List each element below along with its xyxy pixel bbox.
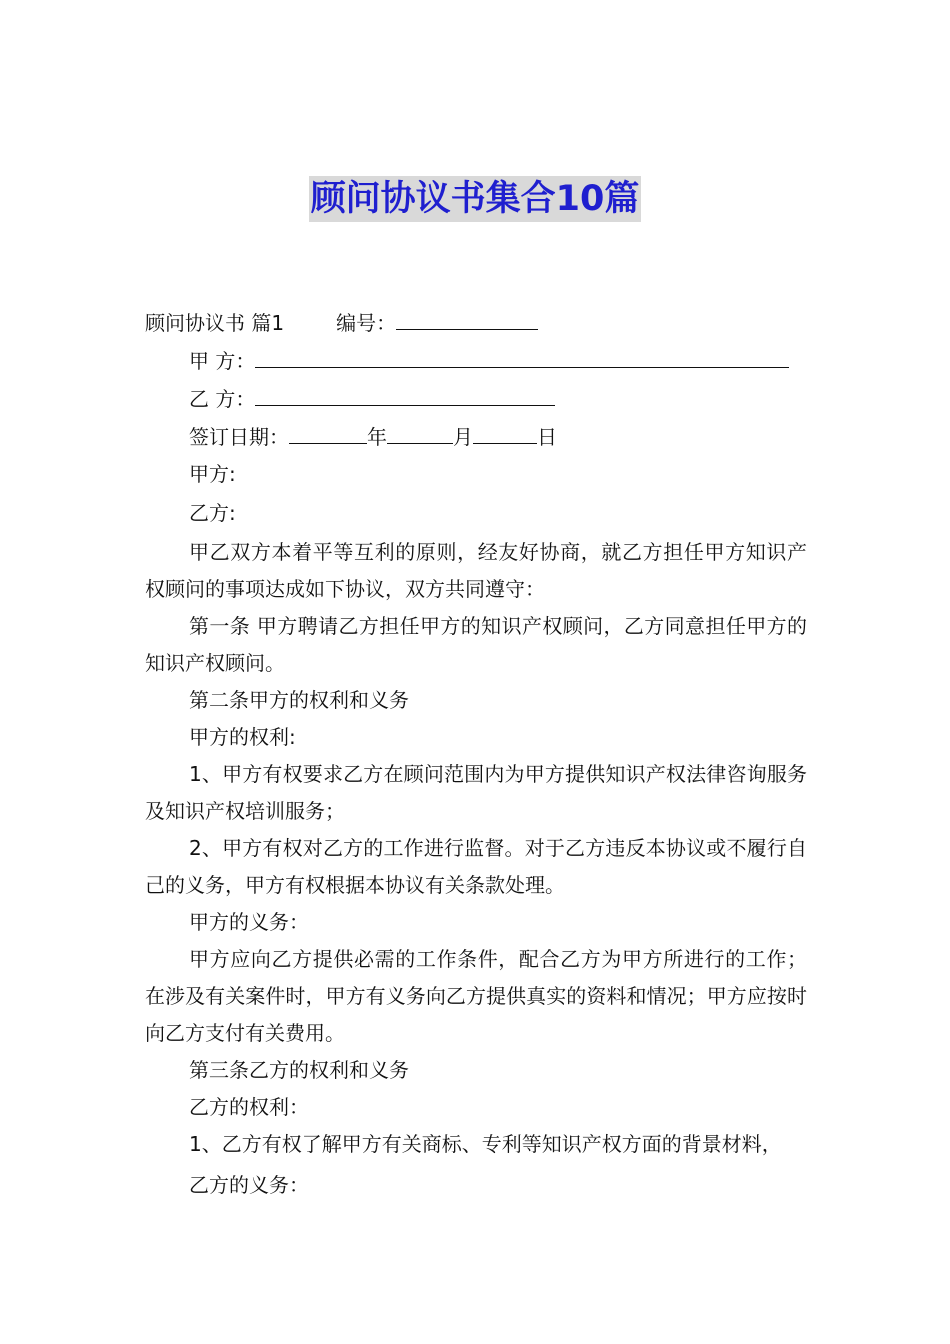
party-a-field-label: 甲 方： bbox=[189, 349, 256, 373]
header-line bbox=[145, 304, 807, 342]
party-b-line: 乙方: bbox=[189, 501, 236, 525]
year-blank bbox=[289, 429, 367, 444]
party-b-field-row bbox=[145, 380, 807, 418]
section-heading: 第二条甲方的权利和义务 bbox=[189, 688, 409, 712]
party-a-blank bbox=[255, 353, 789, 368]
party-b-field-label: 乙 方： bbox=[189, 387, 256, 411]
month-label: 月 bbox=[453, 425, 473, 449]
party-b-blank bbox=[255, 391, 555, 406]
document-title: 顾问协议书集合10篇 bbox=[309, 176, 642, 222]
subheading: 甲方的义务： bbox=[189, 910, 309, 934]
paragraph: 甲乙双方本着平等互利的原则，经友好协商，就乙方担任甲方知识产权顾问的事项达成如下协议，双方共同遵守： bbox=[145, 540, 807, 601]
subheading: 乙方的义务： bbox=[189, 1173, 309, 1197]
paragraph: 1、乙方有权了解甲方有关商标、专利等知识产权方面的背景材料， bbox=[189, 1132, 782, 1156]
document-body bbox=[145, 304, 807, 1204]
number-blank bbox=[396, 315, 538, 330]
paragraph: 第一条 甲方聘请乙方担任甲方的知识产权顾问，乙方同意担任甲方的知识产权顾问。 bbox=[145, 614, 807, 675]
section-heading: 第三条乙方的权利和义务 bbox=[189, 1058, 409, 1082]
sign-date-row bbox=[145, 418, 807, 456]
year-label: 年 bbox=[367, 425, 387, 449]
party-a-line: 甲方: bbox=[189, 462, 236, 486]
agreement-label: 顾问协议书 篇1 bbox=[145, 311, 285, 335]
subheading: 乙方的权利： bbox=[189, 1095, 309, 1119]
party-a-field-row bbox=[145, 342, 807, 380]
subheading: 甲方的权利: bbox=[189, 725, 296, 749]
title-container bbox=[0, 176, 950, 222]
day-label: 日 bbox=[537, 425, 557, 449]
sign-date-label: 签订日期： bbox=[189, 425, 289, 449]
number-label: 编号： bbox=[336, 311, 397, 335]
month-blank bbox=[387, 429, 453, 444]
paragraph: 2、甲方有权对乙方的工作进行监督。对于乙方违反本协议或不履行自己的义务，甲方有权根据本协议有关条款处理。 bbox=[145, 836, 807, 897]
day-blank bbox=[473, 429, 537, 444]
paragraph: 1、甲方有权要求乙方在顾问范围内为甲方提供知识产权法律咨询服务及知识产权培训服务； bbox=[145, 762, 807, 823]
paragraph: 甲方应向乙方提供必需的工作条件，配合乙方为甲方所进行的工作；在涉及有关案件时，甲方有义务向乙方提供真实的资料和情况；甲方应按时向乙方支付有关费用。 bbox=[145, 947, 807, 1045]
